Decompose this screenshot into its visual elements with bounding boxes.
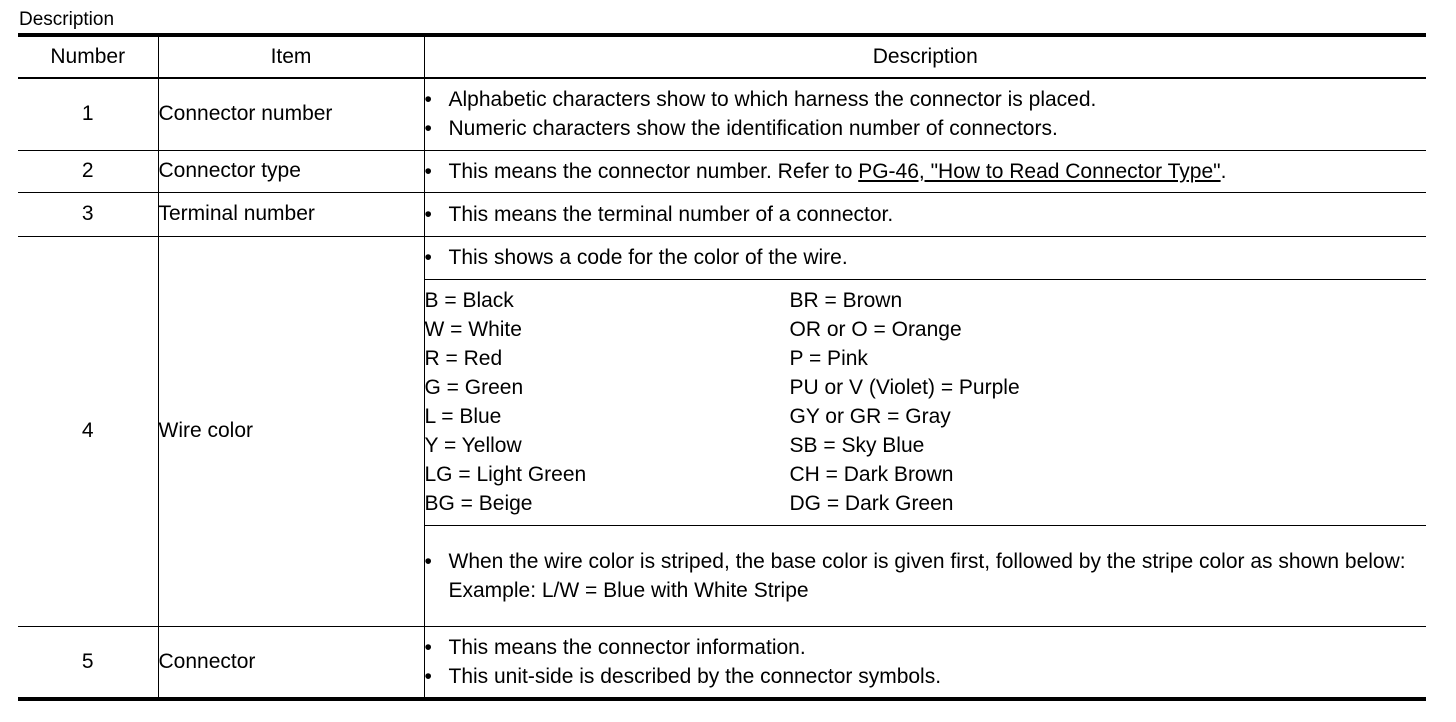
bullet-item	[425, 547, 1427, 605]
color-code: W = White	[424, 318, 522, 341]
row-number: 2	[18, 150, 158, 192]
table-row	[18, 78, 1426, 150]
color-codes	[425, 280, 1427, 524]
header-number: Number	[18, 35, 158, 78]
color-codes-right	[790, 286, 1427, 518]
bullet-item: • Alphabetic characters show to which harness the connector is placed.	[425, 85, 1427, 114]
row-description	[424, 150, 1426, 192]
color-code: L = Blue	[424, 405, 502, 428]
color-code: Y = Yellow	[424, 434, 522, 457]
header-row	[18, 35, 1426, 78]
bullet-item: • This means the terminal number of a connector.	[425, 200, 1427, 229]
stripe-example: Example: L/W = Blue with White Stripe	[448, 578, 809, 602]
row-number: 3	[18, 192, 158, 236]
color-codes-cell	[424, 279, 1426, 525]
color-code: DG = Dark Green	[789, 492, 954, 515]
header-description: Description	[424, 35, 1426, 78]
table-row	[18, 626, 1426, 699]
bullet-text: .	[1220, 159, 1227, 183]
row-description	[424, 626, 1426, 699]
row-item: Terminal number	[158, 192, 424, 236]
header-item: Item	[158, 35, 424, 78]
table-caption: Description	[19, 9, 115, 30]
row-description	[424, 78, 1426, 150]
row-number: 4	[18, 236, 158, 626]
color-code: R = Red	[424, 347, 503, 370]
color-code: CH = Dark Brown	[789, 463, 954, 486]
stripe-description	[424, 525, 1426, 626]
color-code: PU or V (Violet) = Purple	[789, 376, 1020, 399]
color-code: SB = Sky Blue	[789, 434, 925, 457]
bullet-item: • This means the connector information.	[425, 633, 1427, 662]
row-number: 5	[18, 626, 158, 699]
row-item: Wire color	[158, 236, 424, 626]
row-item: Connector number	[158, 78, 424, 150]
bullet-item	[425, 157, 1427, 186]
row-number: 1	[18, 78, 158, 150]
table-row	[18, 192, 1426, 236]
bullet-item: • This shows a code for the color of the wire.	[425, 243, 1427, 272]
reference-link[interactable]: PG-46, "How to Read Connector Type"	[858, 159, 1221, 183]
description-table	[18, 33, 1426, 701]
row-description	[424, 236, 1426, 279]
stripe-text: When the wire color is striped, the base color is given first, followed by the stripe color as shown below:	[448, 549, 1406, 573]
bullet-item: • This unit-side is described by the connector symbols.	[425, 662, 1427, 691]
table-row	[18, 150, 1426, 192]
color-code: G = Green	[424, 376, 524, 399]
row-description	[424, 192, 1426, 236]
table-row	[18, 236, 1426, 279]
color-code: BR = Brown	[789, 289, 903, 312]
bullet-text: This means the connector number. Refer to	[448, 159, 859, 183]
color-code: LG = Light Green	[424, 463, 587, 486]
color-code: OR or O = Orange	[789, 318, 962, 341]
row-item: Connector type	[158, 150, 424, 192]
color-code: B = Black	[424, 289, 514, 312]
color-code: P = Pink	[789, 347, 868, 370]
color-codes-left	[425, 286, 790, 518]
bullet-item: • Numeric characters show the identification number of connectors.	[425, 114, 1427, 143]
color-code: GY or GR = Gray	[789, 405, 951, 428]
row-item: Connector	[158, 626, 424, 699]
color-code: BG = Beige	[424, 492, 533, 515]
